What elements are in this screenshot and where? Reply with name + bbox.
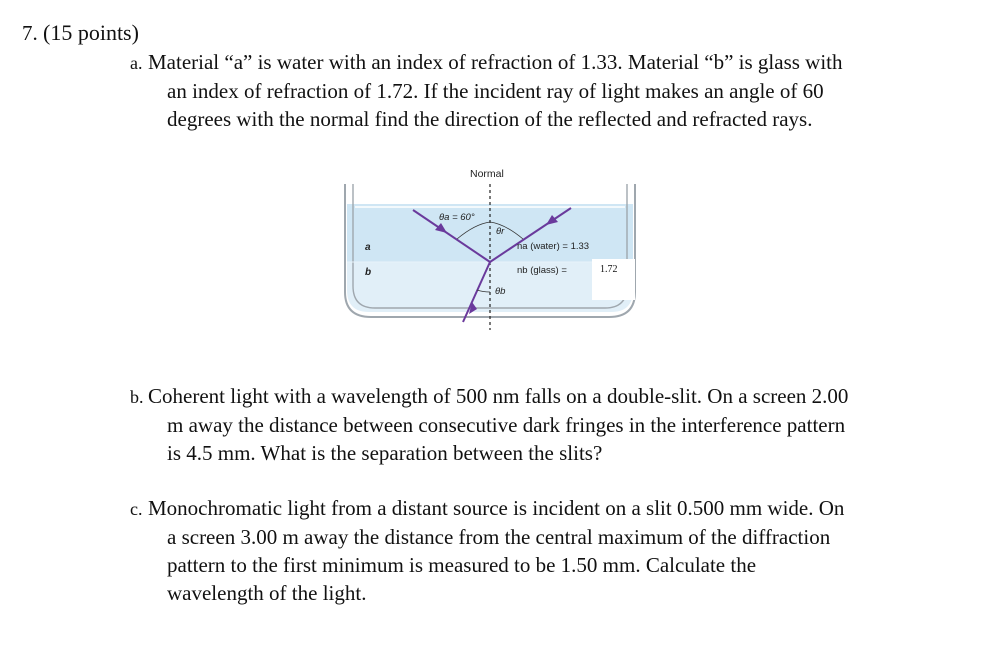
theta-r-label: θr [496, 226, 505, 237]
refraction-diagram [335, 162, 645, 334]
theta-a-label: θa = 60° [439, 212, 475, 223]
part-c-line-2: a screen 3.00 m away the distance from the central maximum of the diffraction [167, 525, 831, 549]
part-b-label: b. [130, 387, 144, 407]
glass-index-label: nb (glass) = [517, 265, 567, 276]
question-points: (15 points) [43, 20, 139, 45]
part-b-line-3: is 4.5 mm. What is the separation between the slits? [167, 441, 603, 465]
part-a-line-2: an index of refraction of 1.72. If the incident ray of light makes an angle of 60 [167, 79, 824, 103]
part-c-label: c. [130, 499, 143, 519]
theta-b-label: θb [495, 286, 506, 297]
question-heading [22, 20, 139, 46]
part-b-line-2: m away the distance between consecutive dark fringes in the interference pattern [167, 413, 846, 437]
part-a-line-1: a. Material “a” is water with an index of refraction of 1.33. Material “b” is glass with [130, 48, 843, 77]
part-b-line-1: b. Coherent light with a wavelength of 500 nm falls on a double-slit. On a screen 2.00 [130, 382, 848, 411]
glass-index-value: 1.72 [600, 264, 618, 275]
part-b [130, 382, 848, 467]
part-c-line-1: c. Monochromatic light from a distant source is incident on a slit 0.500 mm wide. On [130, 494, 844, 523]
part-a-line-3: degrees with the normal find the direction of the reflected and refracted rays. [167, 107, 813, 131]
question-number: 7. [22, 21, 38, 45]
part-a-label: a. [130, 53, 143, 73]
part-c-line-4: wavelength of the light. [167, 581, 367, 605]
medium-b-letter: b [365, 267, 372, 278]
part-c-line-3: pattern to the first minimum is measured to be 1.50 mm. Calculate the [167, 553, 757, 577]
normal-label: Normal [470, 168, 504, 180]
medium-a-letter: a [365, 242, 371, 253]
part-c [130, 494, 844, 607]
part-a [130, 48, 843, 133]
water-index-label: na (water) = 1.33 [517, 241, 590, 252]
